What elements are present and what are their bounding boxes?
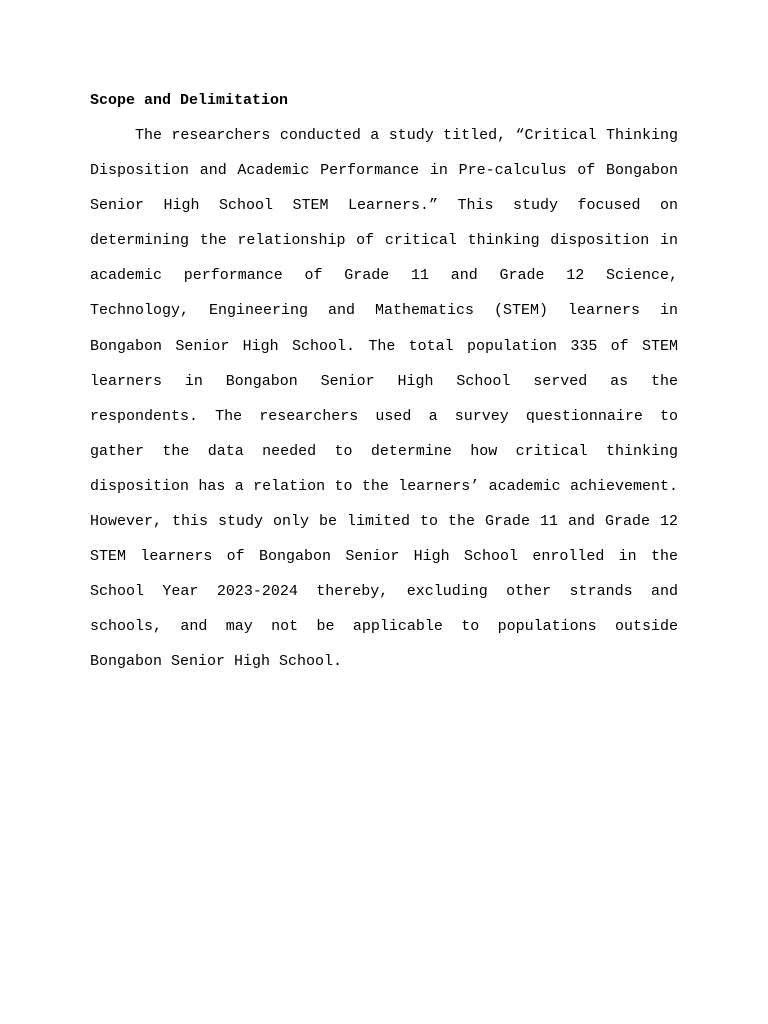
section-heading: Scope and Delimitation bbox=[90, 92, 289, 109]
section-content bbox=[90, 91, 678, 680]
section-paragraph: The researchers conducted a study titled, “Critical Thinking Disposition and Academic Performance in Pre-calculus of Bongabon Senior High School STEM Learners.” This study focused on determining the relationship of critical thinking disposition in academic performance of Grade 11 and Grade 12 Science, Technology, Engineering and Mathematics (STEM) learners in Bongabon Senior High School. The total population 335 of STEM learners in Bongabon Senior High School served as the respondents. The researchers used a survey questionnaire to gather the data needed to determine how critical thinking disposition has a relation to the learners’ academic achievement. However, this study only be limited to the Grade 11 and Grade 12 STEM learners of Bongabon Senior High School enrolled in the School Year 2023-2024 thereby, excluding other strands and schools, and may not be applicable to populations outside Bongabon Senior High School. bbox=[90, 127, 678, 671]
